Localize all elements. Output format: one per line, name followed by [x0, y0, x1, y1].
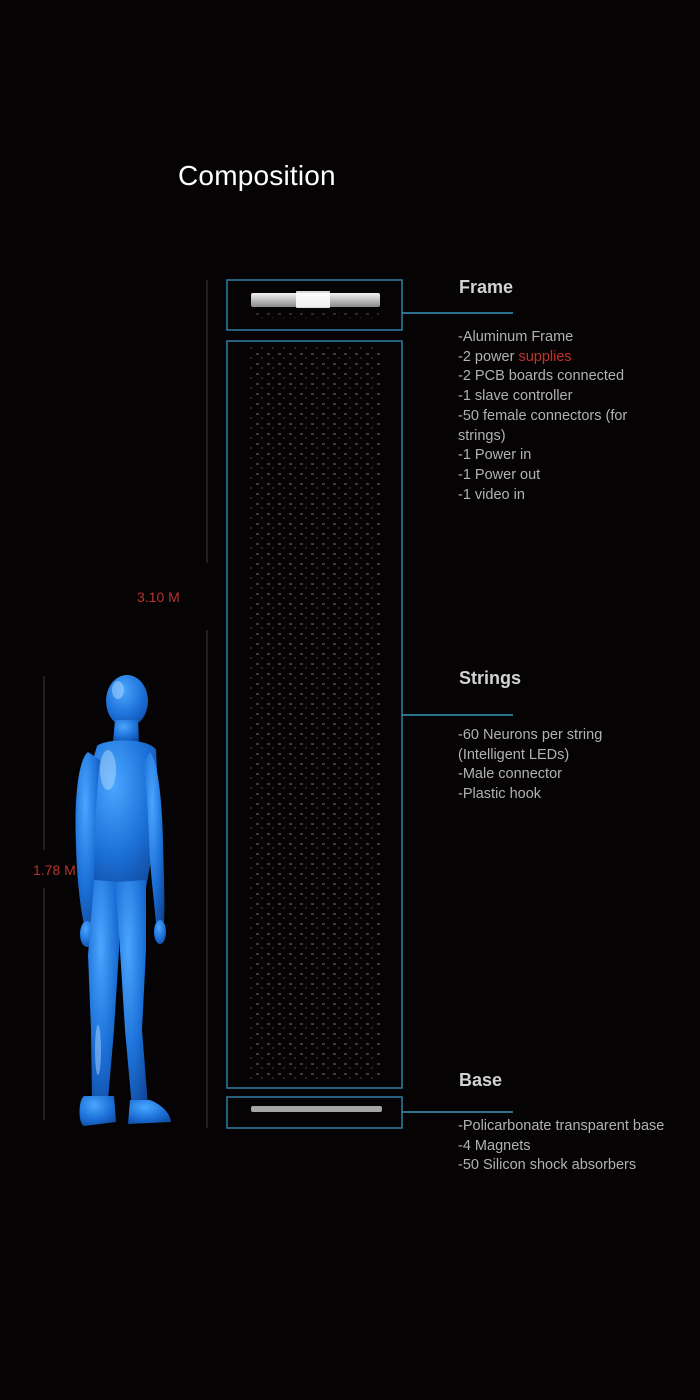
- frame-list: [458, 328, 673, 505]
- spec-text: -Policarbonate transparent base: [458, 1118, 665, 1134]
- base-heading: Base: [459, 1070, 503, 1090]
- spec-item: [458, 1117, 673, 1137]
- person-height-label: 1.78 M: [33, 862, 76, 878]
- spec-text: -1 Power out: [458, 466, 541, 483]
- spec-item: [458, 785, 673, 805]
- spec-text: -4 Magnets: [458, 1137, 531, 1154]
- spec-item: [458, 328, 673, 348]
- spec-item: [458, 486, 673, 506]
- spec-text: -1 video in: [458, 486, 525, 503]
- spec-item: [458, 348, 673, 368]
- spec-text: -Male connector: [458, 766, 562, 783]
- spec-item: [458, 765, 673, 785]
- spec-text: -50 Silicon shock absorbers: [458, 1157, 637, 1174]
- page-title: Composition: [178, 160, 336, 191]
- spec-text: -2 power: [458, 348, 519, 365]
- total-height-label: 3.10 M: [137, 589, 180, 605]
- human-figure-icon: [76, 675, 172, 1126]
- spec-item: [458, 1156, 673, 1176]
- frame-heading: Frame: [459, 277, 514, 297]
- spec-text: -50 female connectors (for strings): [458, 407, 628, 444]
- frame-rail: [251, 291, 380, 318]
- spec-text: -2 PCB boards connected: [458, 368, 625, 385]
- spec-text: -Plastic hook: [458, 786, 542, 803]
- spec-text: -Aluminum Frame: [458, 329, 574, 345]
- strings-heading: Strings: [459, 668, 522, 688]
- base-plate: [251, 1106, 382, 1112]
- spec-item: [458, 466, 673, 486]
- spec-text: -1 slave controller: [458, 388, 573, 405]
- spec-item: [458, 726, 673, 765]
- strings-list: [458, 726, 673, 805]
- spec-highlight: supplies: [518, 348, 572, 365]
- spec-text: -60 Neurons per string (Intelligent LEDs): [458, 727, 603, 763]
- spec-item: [458, 446, 673, 466]
- base-list: [458, 1117, 673, 1176]
- spec-item: [458, 1137, 673, 1157]
- spec-item: [458, 407, 673, 446]
- spec-item: [458, 387, 673, 407]
- base-box: [227, 1097, 402, 1128]
- spec-text: -1 Power in: [458, 447, 532, 464]
- led-strings: [250, 345, 380, 1083]
- spec-item: [458, 367, 673, 387]
